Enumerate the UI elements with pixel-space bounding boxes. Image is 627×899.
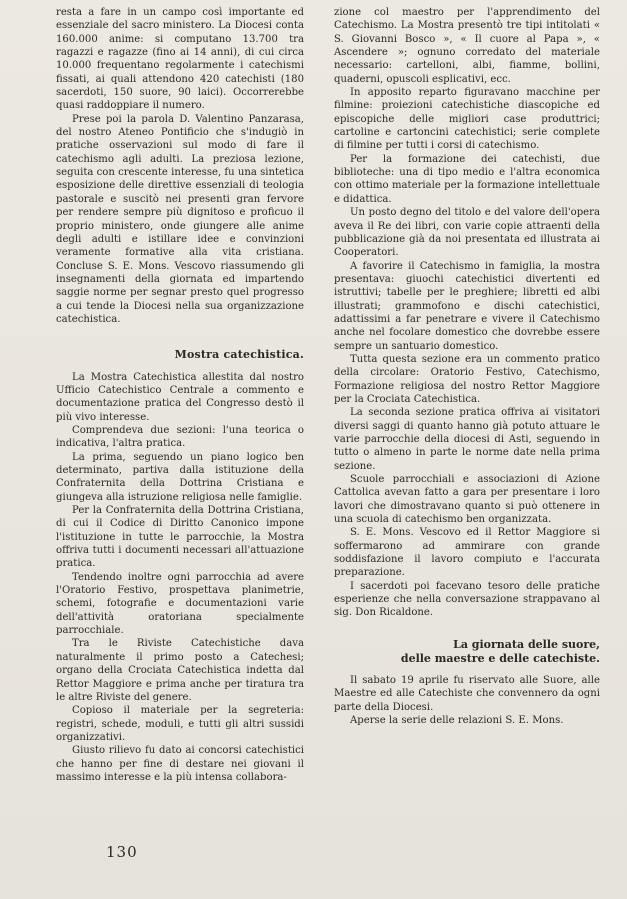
paragraph: Prese poi la parola D. Valentino Panzarasa, del nostro Ateneo Pontificio che s'indugiò in pratiche osservazioni sul modo di fare il catechismo agli adulti. La preziosa lezione, seguita con crescente interesse, fu una sintetica esposizione delle direttive essenziali di teologia pastorale e suscitò nei presenti gran fervore per rendere sempre più dignitoso e proficuo il proprio ministero, onde giungere alle anime degli adulti e istillare idee e convinzioni veramente formative alla vita cristiana. Concluse S. E. Mons. Vescovo riassumendo gli insegnamenti della giornata ed impartendo saggie norme per segnar presto quel progresso a cui tende la Diocesi nella sua organizzazione catechistica. (56, 113, 304, 325)
paragraph: Tendendo inoltre ogni parrocchia ad avere l'Oratorio Festivo, prospettava planimetrie, schemi, fotografie e documentazioni varie dell'attività oratoriana specialmente parrocchiale. (56, 571, 304, 637)
paragraph: La prima, seguendo un piano logico ben determinato, partiva dalla istituzione della Confraternita della Dottrina Cristiana e giungeva alla istruzione religiosa nelle famiglie. (56, 451, 304, 503)
paragraph: Copioso il materiale per la segreteria: registri, schede, moduli, e tutti gli altri sussidi organizzativi. (56, 705, 304, 743)
paragraph: S. E. Mons. Vescovo ed il Rettor Maggiore si soffermarono ad ammirare con grande soddisfazione il lavoro compiuto e l'accurata preparazione. (334, 527, 600, 579)
paragraph: Il sabato 19 aprile fu riservato alle Suore, alle Maestre ed alle Catechiste che convennero da ogni parte della Diocesi. (334, 674, 600, 713)
paragraph: In apposito reparto figuravano macchine per filmine: proiezioni catechistiche diascopiche ed episcopiche delle migliori case produttrici; cartoline e cartoncini catechistici; serie complete di filmine per tutti i corsi di catechismo. (334, 87, 600, 152)
paragraph: I sacerdoti poi facevano tesoro delle pratiche esperienze che nella conversazione strappavano al sig. Don Ricaldone. (334, 580, 600, 619)
paragraph: Per la formazione dei catechisti, due biblioteche: una di tipo medio e l'altra economica con ottimo materiale per la formazione intellettuale e didattica. (334, 153, 600, 205)
paragraph: Per la Confraternita della Dottrina Cristiana, di cui il Codice di Diritto Canonico impone l'istituzione in tutte le parrocchie, la Mostra offriva tutti i documenti necessari all'attuazione pratica. (56, 505, 304, 570)
paragraph: Comprendeva due sezioni: l'una teorica o indicativa, l'altra pratica. (56, 424, 304, 450)
paragraph: La Mostra Catechistica allestita dal nostro Ufficio Catechistico Centrale a commento e documentazione pratica del Congresso destò il più vivo interesse. (56, 371, 304, 423)
paragraph: resta a fare in un campo così importante ed essenziale del sacro ministero. La Diocesi conta 160.000 anime: si computano 13.700 tra ragazzi e ragazze (fino ai 14 anni), di cui circa 10.000 frequentano regolarmente i catechismi fissati, ai quali attendono 420 catechisti (180 sacerdoti, 150 suore, 90 laici). Occorrerebbe quasi raddoppiare il numero. (56, 7, 304, 112)
paragraph: Un posto degno del titolo e del valore dell'opera aveva il Re dei libri, con varie copie attraenti della pubblicazione già da noi presentata ed illustrata ai Cooperatori. (334, 207, 600, 259)
paragraph: Tra le Riviste Catechistiche dava naturalmente il primo posto a Catechesi; organo della Crociata Catechistica indetta dal Rettor Maggiore e prima anche per tiratura tra le altre Riviste del genere. (56, 638, 304, 703)
paragraph: Scuole parrocchiali e associazioni di Azione Cattolica avevan fatto a gara per presentare i loro lavori che dimostravano quanto si può ottenere in una scuola di catechismo ben organizzata. (334, 474, 600, 526)
paragraph: Tutta questa sezione era un commento pratico della circolare: Oratorio Festivo, Catechismo, Formazione religiosa del nostro Rettor Maggiore per la Crociata Catechistica. (334, 353, 600, 405)
spacer (56, 326, 304, 348)
paragraph: zione col maestro per l'apprendimento del Catechismo. La Mostra presentò tre tipi intitolati « S. Giovanni Bosco », « Il cuore al Papa », « Ascendere »; ognuno corredato del materiale necessario: cartelloni, albi, fiamme, bollini, quaderni, opuscoli esplicativi, ecc. (334, 7, 600, 85)
paragraph: La seconda sezione pratica offriva ai visitatori diversi saggi di quanto hanno già potuto attuare le varie parrocchie della diocesi di Asti, seguendo in tutto o almeno in parte le norme date nella prima sezione. (334, 407, 600, 472)
page-number: 130 (106, 843, 138, 861)
paragraph: Giusto rilievo fu dato ai concorsi catechistici che hanno per fine di destare nei giovani il massimo interesse e la più intensa collabora- (56, 745, 304, 783)
right-column (334, 6, 600, 727)
paragraph: Aperse la serie delle relazioni S. E. Mons. (350, 714, 564, 726)
section-heading-line-1: La giornata delle suore, (453, 637, 600, 651)
left-column (56, 6, 304, 784)
section-heading-line-2: delle maestre e delle catechiste. (400, 651, 600, 665)
paragraph: A favorire il Catechismo in famiglia, la mostra presentava: giuochi catechistici divertenti ed istruttivi; tabelle per le preghiere; libretti ed albi illustrati; grammofono e dischi catechistici, adattissimi a far penetrare e vivere il Catechismo anche nel focolare domestico che dovrebbe essere sempre un santuario domestico. (334, 260, 600, 352)
section-heading: Mostra catechistica. (174, 348, 304, 362)
